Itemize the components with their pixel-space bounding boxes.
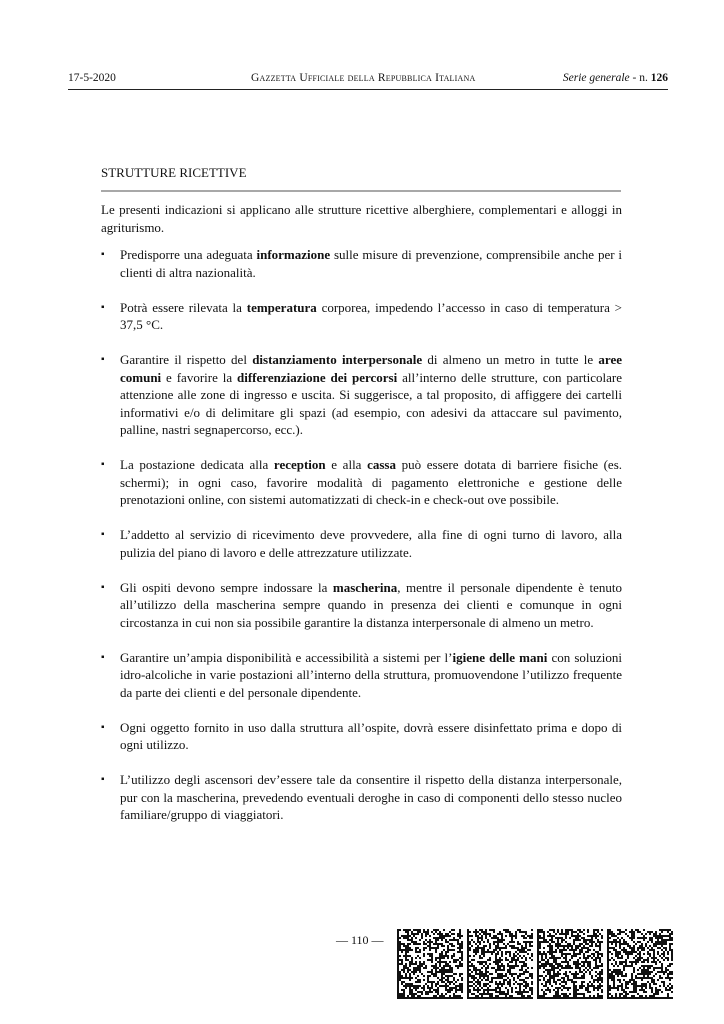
text-run: L’addetto al servizio di ricevimento deve provvedere, alla fine di ogni turno di lavoro, alla pulizia del piano di lavoro e delle attrezzature utilizzate. [120, 527, 622, 560]
datamatrix-block [537, 929, 603, 999]
header-date: 17-5-2020 [68, 72, 116, 84]
text-run: e favorire la [161, 369, 238, 385]
text-run: corporea, impedendo l’accesso in caso di temperatura > 37,5 °C. [120, 299, 622, 332]
bullet-item [101, 579, 622, 632]
text-run: Garantire il rispetto del [120, 352, 253, 367]
bullet-text [120, 247, 622, 280]
bullet-text [120, 650, 622, 700]
bold-term: informazione [256, 247, 331, 262]
text-run: Gli ospiti devono sempre indossare la [120, 579, 333, 595]
bullet-mark: ▪ [101, 651, 105, 663]
text-run: con soluzioni idro-alcoliche in varie postazioni all’interno della struttura, promuovendone l’utilizzo frequente da parte dei clienti e del personale dipendente. [120, 649, 622, 700]
text-run: all’interno delle strutture, con particolare attenzione alle zone di ingresso e uscita. Si suggerisce, a tal proposito, di affiggere dei cartelli informativi e/o di delimitare gli spazi (ad esempio, con adesivi da attaccare sul pavimento, palline, nastri segnapercorso, ecc.). [120, 369, 622, 437]
text-run: , mentre il personale dipendente è tenuto all’utilizzo della mascherina sempre quando in presenza dei clienti e comunque in ogni circostanza in cui non sia possibile garantire la distanza interpersonale di almeno un metro. [120, 579, 622, 630]
bold-term: reception [273, 457, 326, 472]
text-run: di almeno un metro in tutte le [422, 352, 599, 367]
bullet-text [120, 527, 622, 560]
header-divider [68, 89, 668, 90]
text-run: sulle misure di prevenzione, comprensibile anche per i clienti di altra nazionalità. [120, 247, 623, 280]
datamatrix-block [397, 929, 463, 999]
bullet-item [101, 526, 622, 561]
datamatrix-graphic [397, 929, 675, 999]
text-run: Ogni oggetto fornito in uso dalla struttura all’ospite, dovrà essere disinfettato prima e dopo di ogni utilizzo. [120, 719, 622, 752]
header-journal-title: Gazzetta Ufficiale della Repubblica Italiana [251, 72, 476, 84]
text-run: Garantire un’ampia disponibilità e accessibilità a sistemi per l’ [120, 649, 453, 665]
bullet-text [120, 580, 622, 630]
bullet-item [101, 771, 622, 824]
bullet-text [120, 772, 622, 822]
bullet-item [101, 456, 622, 509]
header-series [563, 72, 668, 84]
bullet-item [101, 351, 622, 439]
text-run: Potrà essere rilevata la [120, 299, 247, 315]
bullet-mark: ▪ [101, 249, 105, 260]
bullet-text [120, 300, 622, 333]
bullet-text [120, 352, 622, 437]
datamatrix-block [467, 929, 533, 999]
text-run: L’utilizzo degli ascensori dev’essere tale da consentire il rispetto della distanza interpersonale, pur con la mascherina, prevedendo eventuali deroghe in caso di componenti dello stesso nucleo familiare/gruppo di viaggiatori. [120, 772, 622, 822]
bold-term: differenziazione dei percorsi [237, 369, 398, 385]
bold-term: aree comuni [120, 352, 622, 385]
section-intro: Le presenti indicazioni si applicano alle strutture ricettive alberghiere, complementari e alloggi in agriturismo. [101, 202, 622, 235]
bold-term: cassa [367, 457, 396, 472]
bullet-list [101, 246, 622, 841]
bold-term: temperatura [246, 299, 317, 315]
series-separator: - n. [629, 72, 651, 84]
datamatrix-block [607, 929, 673, 999]
bullet-mark: ▪ [101, 459, 105, 470]
bold-term: mascherina [332, 579, 398, 595]
bullet-mark: ▪ [101, 529, 105, 540]
bullet-mark: ▪ [101, 581, 105, 593]
text-run: La postazione dedicata alla [120, 457, 274, 472]
series-number: 126 [650, 72, 668, 84]
bullet-item [101, 246, 622, 281]
text-run: Predisporre una adeguata [120, 247, 257, 262]
bullet-mark: ▪ [101, 301, 105, 313]
section-title: STRUTTURE RICETTIVE [101, 165, 247, 180]
bullet-item [101, 299, 622, 334]
datamatrix-codes [397, 929, 675, 999]
bullet-mark: ▪ [101, 721, 105, 733]
series-label: Serie generale [562, 72, 630, 84]
bullet-text [120, 457, 622, 507]
bullet-mark: ▪ [101, 354, 105, 365]
text-run: e alla [325, 457, 368, 472]
text-run: può essere dotata di barriere fisiche (es. schermi); in ogni caso, favorire modalità di pagamento elettroniche e gestione delle prenotazioni online, con sistemi automatizzati di check-in e check-out ove possibile. [120, 457, 623, 507]
bold-term: distanziamento interpersonale [252, 352, 423, 367]
bullet-item [101, 719, 622, 754]
bullet-item [101, 649, 622, 702]
bullet-text [120, 720, 622, 753]
bold-term: igiene delle mani [452, 649, 548, 665]
bullet-mark: ▪ [101, 774, 105, 785]
page-number: — 110 — [336, 933, 384, 947]
section-divider [101, 190, 621, 192]
page-header [68, 72, 668, 88]
